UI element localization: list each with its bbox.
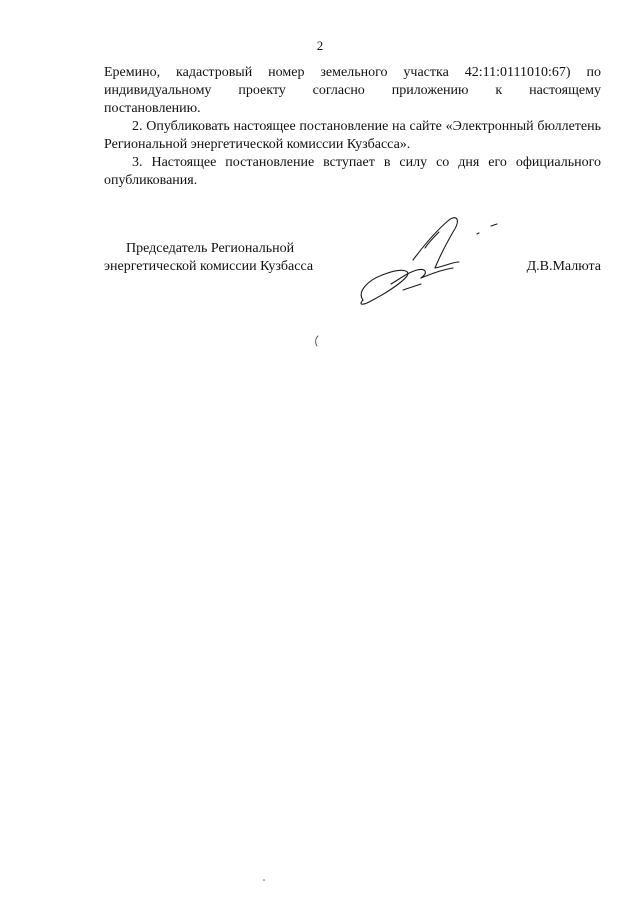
word: кадастровый [176,65,253,80]
word: согласно [312,83,365,98]
word: индивидуальному [104,83,212,98]
handwritten-signature [355,212,515,312]
stray-dot [262,878,266,882]
paragraph-effective-date: 3. Настоящее постановление вступает в силу со дня его официального опубликования. [104,155,601,188]
word: приложению [391,83,469,98]
signatory-title [104,240,313,276]
signatory-name: Д.В.Малюта [526,259,601,274]
word: Еремино, [104,65,161,80]
signatory-title-line1: Председатель Региональной [126,241,295,256]
signatory-title-line2: энергетической комиссии Кузбасса [104,259,314,274]
text-line: постановлению. [104,101,201,116]
signature-block [104,240,601,330]
page-number: 2 [316,38,324,53]
document-body [104,64,601,190]
word: настоящему [529,83,601,98]
word: проекту [238,83,286,98]
word: земельного [320,65,388,80]
paragraph-publish: 2. Опубликовать настоящее постановление на сайте «Электронный бюллетень Региональной энергетической комиссии Кузбасса». [104,119,601,152]
word: по [586,65,601,80]
stray-pen-mark [312,334,322,348]
word: участка [403,65,449,80]
text-line [104,82,601,100]
word: к [495,83,503,98]
text-line [104,64,601,82]
paragraph-continuation [104,64,601,118]
word: номер [268,65,305,80]
cadastral-number: 42:11:0111010:67) [464,65,571,80]
